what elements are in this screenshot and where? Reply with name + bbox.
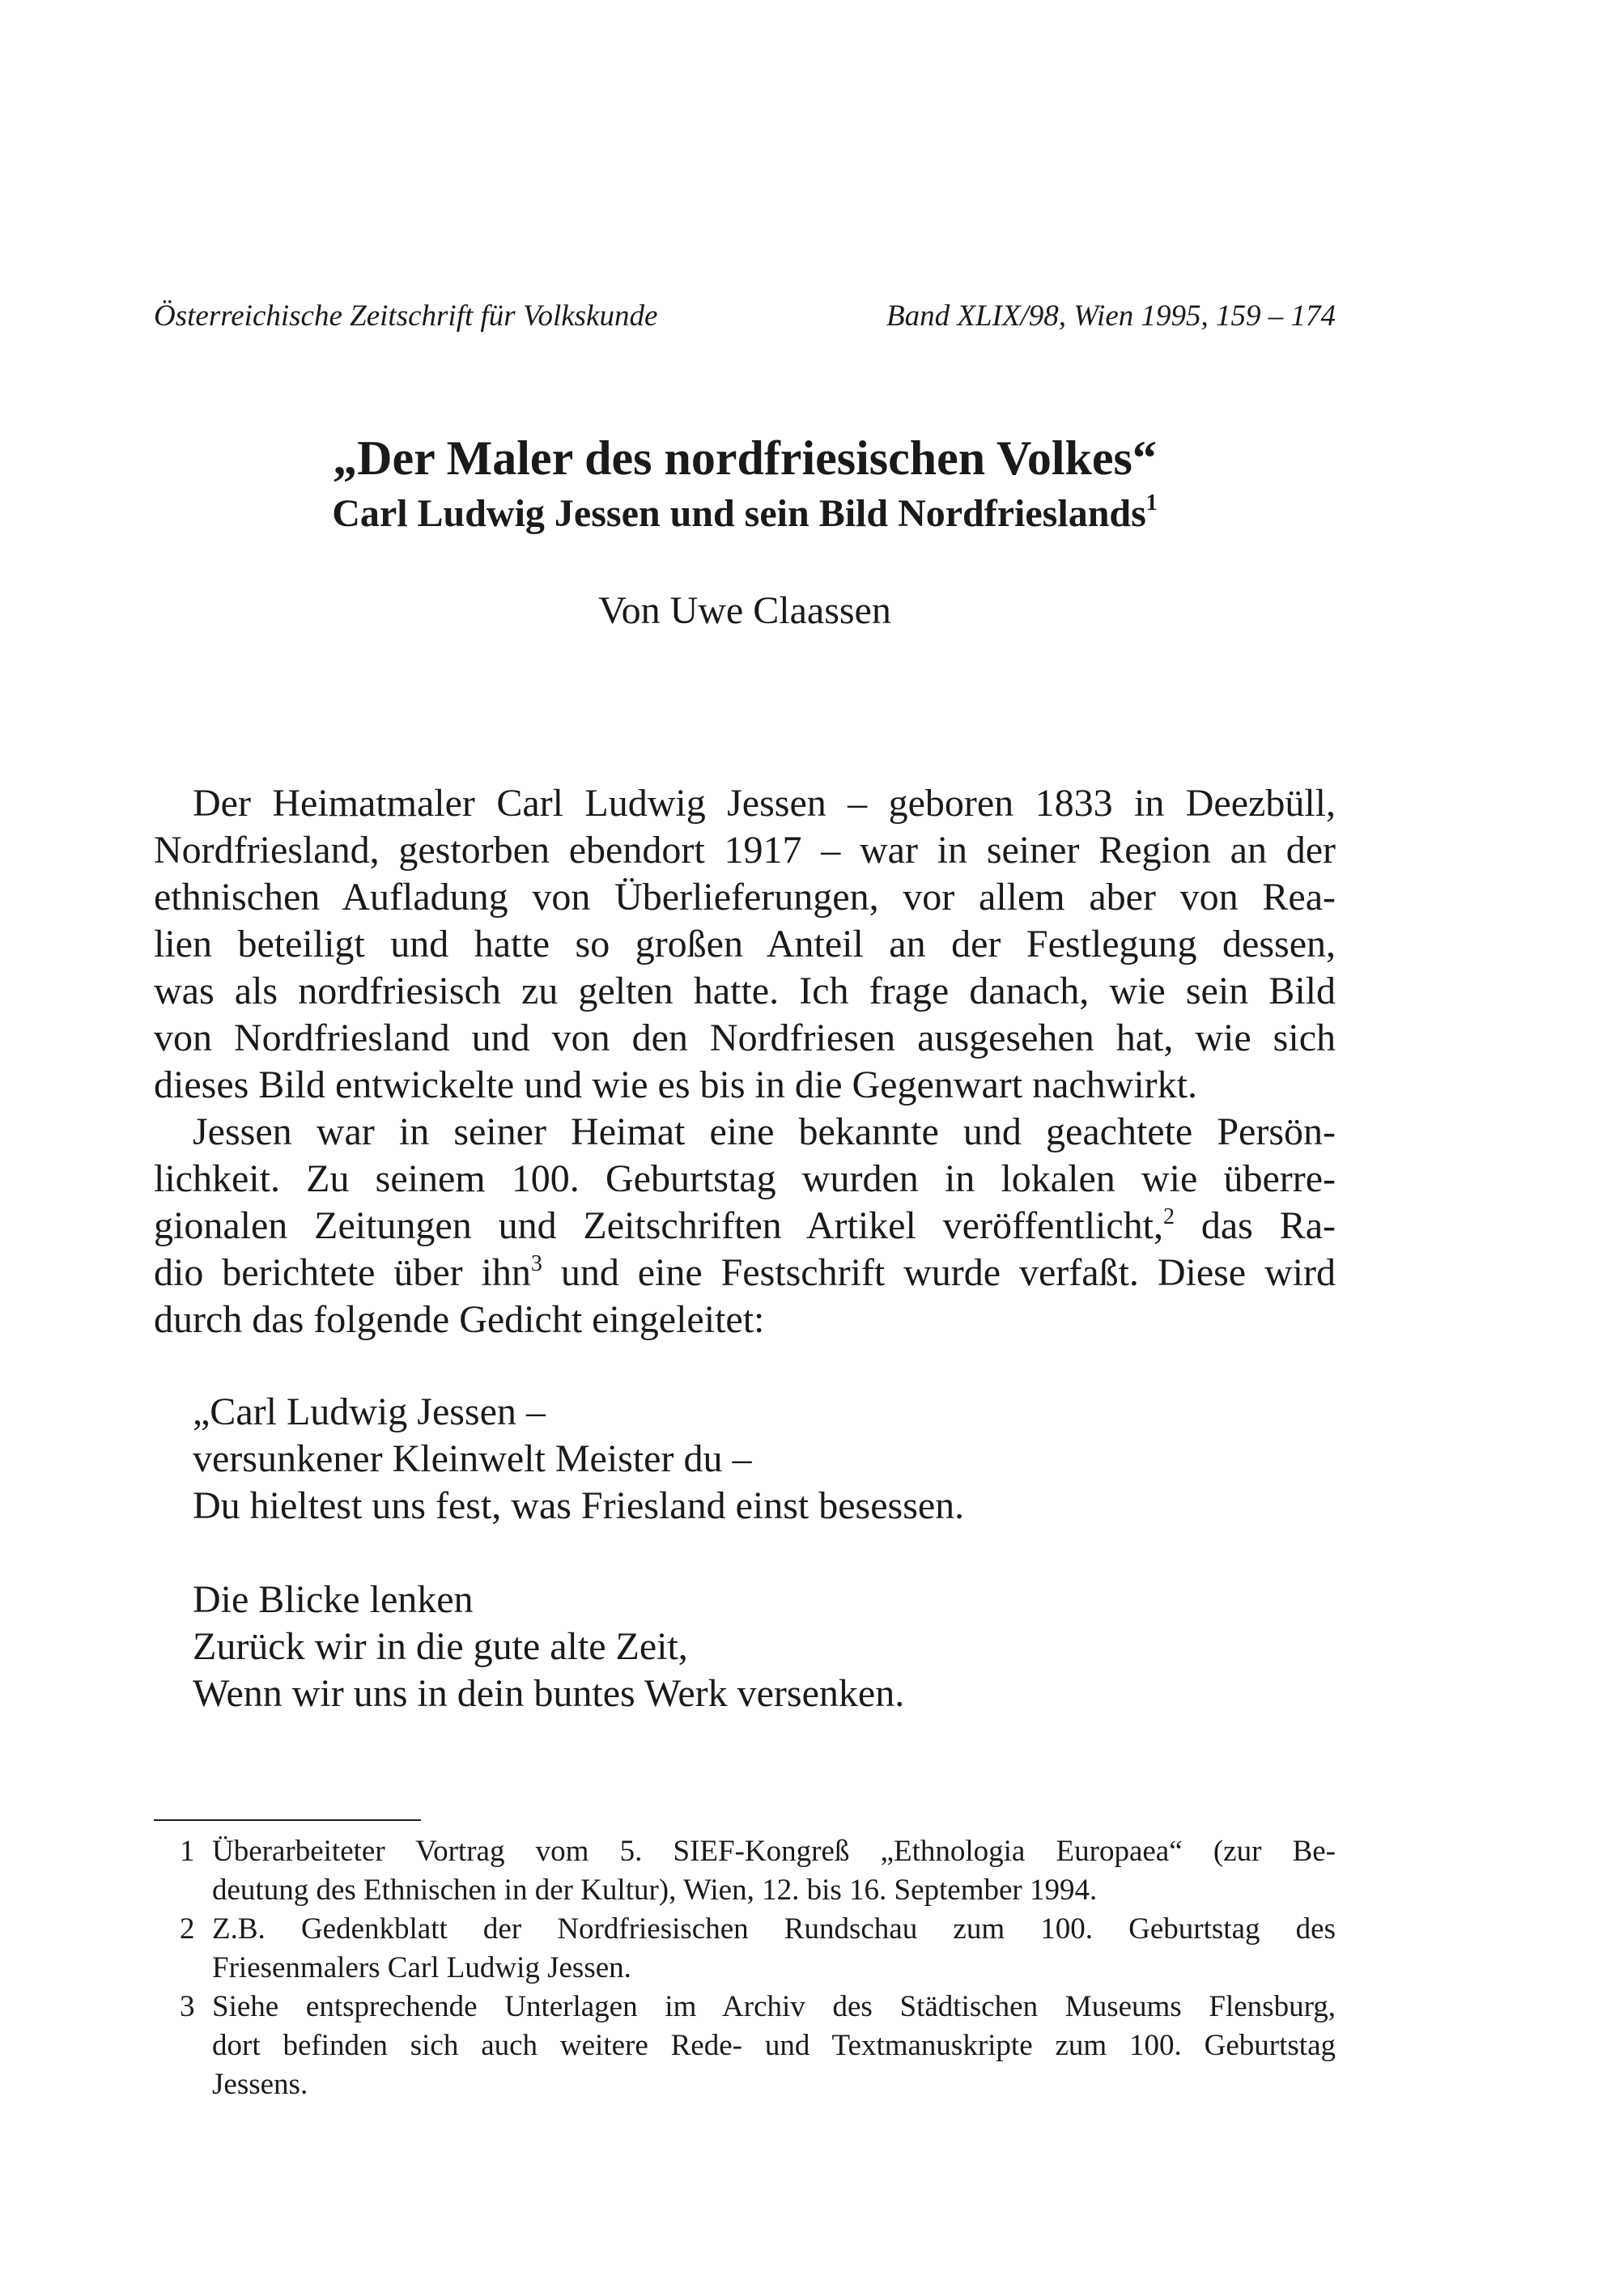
poem-line: Zurück wir in die gute alte Zeit,: [193, 1625, 688, 1668]
footnote-divider: [154, 1819, 421, 1821]
footnotes: [180, 1832, 1336, 2104]
footnote-number: 1: [180, 1835, 195, 1868]
footnote-line: dort befinden sich auch weitere Rede- und Textmanuskripte zum 100. Geburtstag: [212, 2029, 1336, 2062]
body-line: Jessen war in seiner Heimat eine bekannte und geachtete Persön-: [193, 1110, 1336, 1153]
poem-line: „Carl Ludwig Jessen –: [193, 1390, 546, 1433]
footnote-line: Friesenmalers Carl Ludwig Jessen.: [212, 1951, 631, 1984]
body-line: Der Heimatmaler Carl Ludwig Jessen – geboren 1833 in Deezbüll,: [193, 782, 1336, 825]
poem-line: Die Blicke lenken: [193, 1578, 474, 1621]
footnote-ref-1: 1: [1145, 490, 1158, 516]
body-line: durch das folgende Gedicht eingeleitet:: [154, 1298, 765, 1341]
body-line: [154, 1250, 1336, 1297]
poem-stanza-2: [193, 1577, 904, 1717]
body-line: Nordfriesland, gestorben ebendort 1917 – war in seiner Region an der: [154, 829, 1336, 872]
footnote-1: [180, 1832, 1336, 1910]
poem-line: Wenn wir uns in dein buntes Werk versenken.: [193, 1672, 905, 1715]
body-line: dieses Bild entwickelte und wie es bis in die Gegenwart nachwirkt.: [154, 1063, 1197, 1106]
footnote-ref-2: 2: [1163, 1204, 1175, 1229]
subtitle-text: Carl Ludwig Jessen und sein Bild Nordfrieslands: [332, 492, 1146, 535]
running-header: [154, 296, 1336, 337]
body-text-segment: dio berichtete über ihn: [154, 1251, 531, 1294]
body-text-segment: das Ra-: [1175, 1204, 1336, 1247]
footnote-2: [180, 1910, 1336, 1988]
poem-line: Du hieltest uns fest, was Friesland einst besessen.: [193, 1484, 965, 1527]
footnote-number: 2: [180, 1912, 195, 1946]
author-byline: Von Uwe Claassen: [598, 589, 891, 632]
volume-info: Band XLIX/98, Wien 1995, 159 – 174: [886, 299, 1336, 333]
footnote-line: deutung des Ethnischen in der Kultur), Wien, 12. bis 16. September 1994.: [212, 1874, 1098, 1907]
footnote-number: 3: [180, 1990, 195, 2023]
title-main: „Der Maler des nordfriesischen Volkes“: [333, 431, 1157, 485]
body-text-segment: gionalen Zeitungen und Zeitschriften Artikel veröffentlicht,: [154, 1204, 1164, 1247]
footnote-line: Siehe entsprechende Unterlagen im Archiv des Städtischen Museums Flensburg,: [212, 1990, 1336, 2023]
body-line: lichkeit. Zu seinem 100. Geburtstag wurden in lokalen wie überre-: [154, 1157, 1336, 1200]
body-line: von Nordfriesland und von den Nordfriesen ausgesehen hat, wie sich: [154, 1016, 1336, 1059]
footnote-3: [180, 1988, 1336, 2104]
title-subtitle: [154, 487, 1336, 541]
footnote-line: Z.B. Gedenkblatt der Nordfriesischen Rundschau zum 100. Geburtstag des: [212, 1912, 1336, 1946]
body-text-segment: und eine Festschrift wurde verfaßt. Diese wird: [542, 1251, 1336, 1294]
footnote-line: Überarbeiteter Vortrag vom 5. SIEF-Kongreß „Ethnologia Europaea“ (zur Be-: [212, 1835, 1336, 1868]
poem-line: versunkener Kleinwelt Meister du –: [193, 1437, 752, 1480]
article-body: [154, 780, 1336, 1343]
article-title: [154, 429, 1336, 541]
poem-stanza-1: [193, 1389, 964, 1530]
footnote-line: Jessens.: [212, 2068, 308, 2101]
body-line: [154, 1203, 1336, 1250]
journal-name: Österreichische Zeitschrift für Volkskunde: [154, 299, 658, 333]
body-line: was als nordfriesisch zu gelten hatte. Ich frage danach, wie sein Bild: [154, 970, 1336, 1012]
footnote-ref-3: 3: [530, 1251, 542, 1276]
body-line: ethnischen Aufladung von Überlieferungen, vor allem aber von Rea-: [154, 876, 1336, 919]
body-line: lien beteiligt und hatte so großen Anteil an der Festlegung dessen,: [154, 923, 1336, 966]
